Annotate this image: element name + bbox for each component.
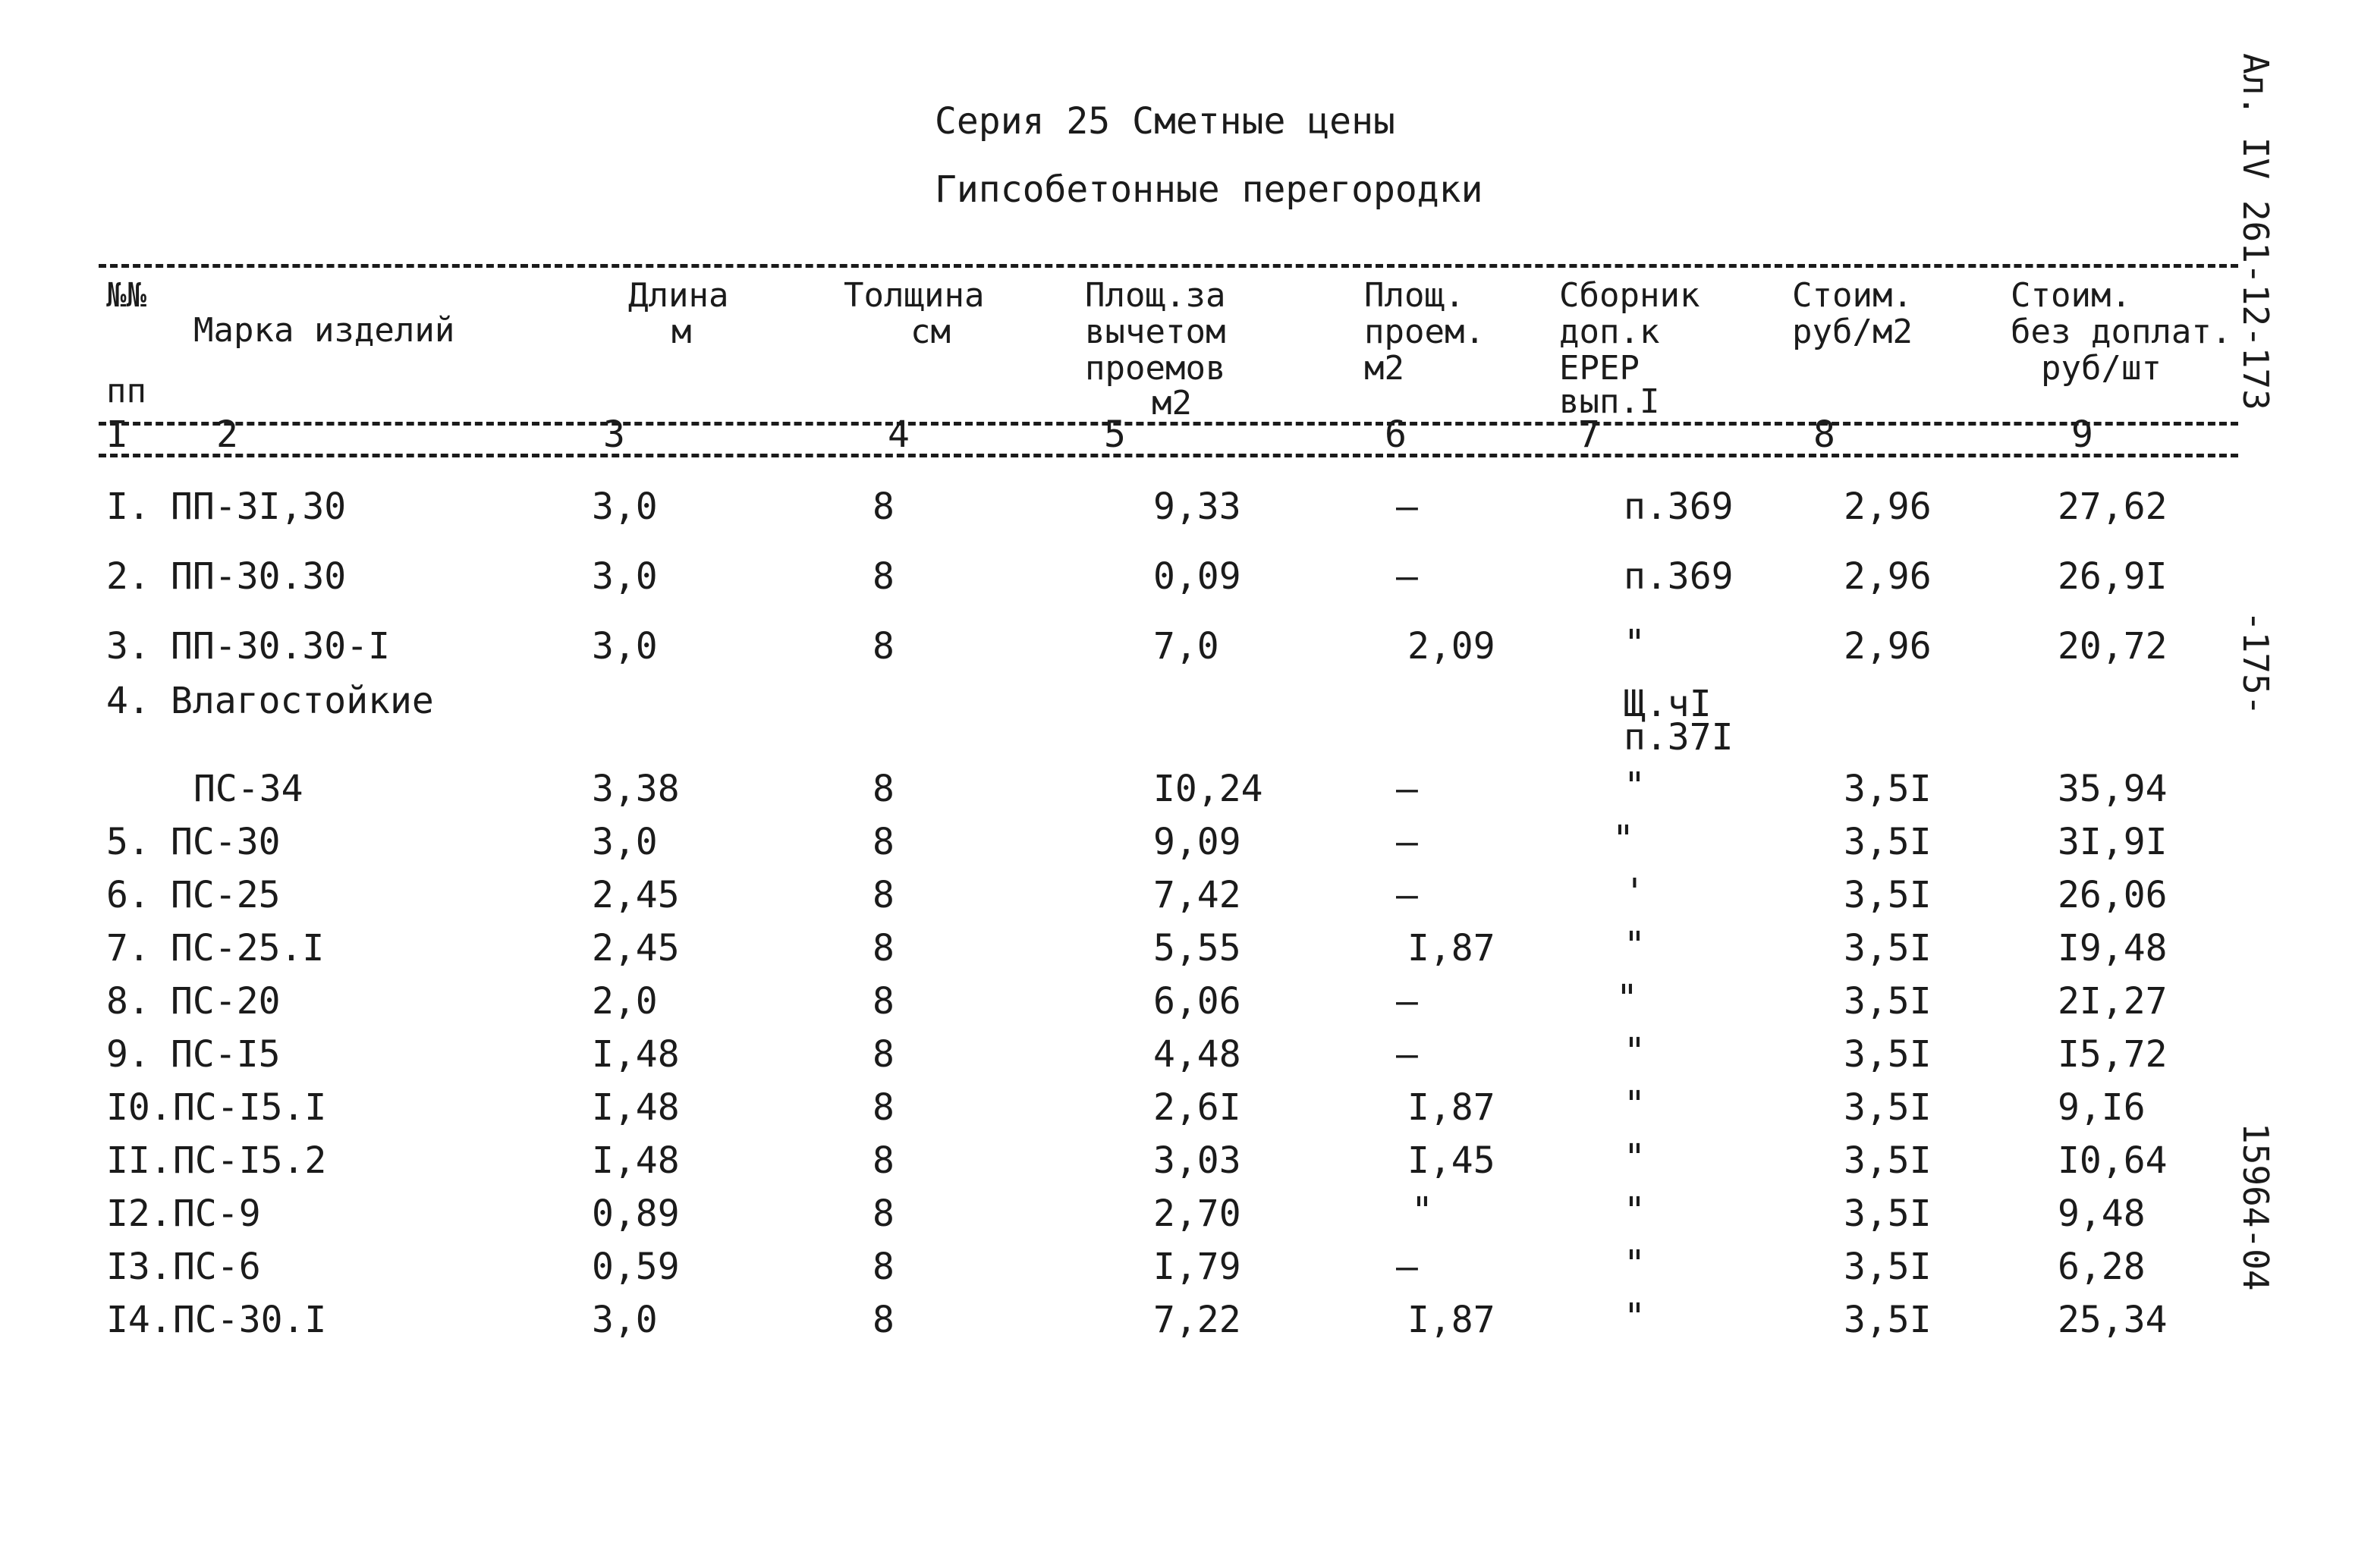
row-number: I4. — [106, 1299, 172, 1341]
opening-value: – — [1396, 768, 1418, 810]
header-cost-1: Стоим. — [1792, 276, 1913, 315]
price-per-unit: 20,72 — [2058, 625, 2168, 668]
column-number: 8 — [1813, 413, 1835, 456]
cost-per-m2: 3,5I — [1844, 1033, 1932, 1076]
collection-ref: п.369 — [1624, 485, 1734, 528]
product-mark: ПП-30.30 — [171, 555, 347, 598]
header-opening-2: проем. — [1364, 313, 1485, 351]
side-archive-annotation: 15964-04 — [2235, 1123, 2276, 1291]
opening-value: " — [1411, 1189, 1433, 1232]
thickness-value: 8 — [873, 625, 895, 668]
cost-per-m2: 3,5I — [1844, 768, 1932, 810]
product-mark: ПС-I5.2 — [173, 1139, 327, 1182]
cost-per-m2: 3,5I — [1844, 1246, 1932, 1288]
header-collection-1: Сборник — [1559, 276, 1700, 315]
row-number: I2. — [106, 1192, 172, 1235]
product-mark: ПС-25.I — [171, 927, 325, 969]
product-mark: Влагостойкие — [171, 680, 434, 722]
row-number: 3. — [106, 625, 150, 668]
collection-ref: " — [1624, 1243, 1646, 1285]
cost-per-m2: 2,96 — [1844, 625, 1932, 668]
price-per-unit: 26,9I — [2058, 555, 2168, 598]
thickness-value: 8 — [873, 1139, 895, 1182]
opening-value: 2,09 — [1407, 625, 1495, 668]
collection-ref: ' — [1624, 871, 1646, 913]
collection-ref: " — [1624, 1083, 1646, 1126]
area-value: 2,70 — [1153, 1192, 1241, 1235]
header-opening-3: м2 — [1364, 349, 1404, 388]
header-mark: Марка изделий — [193, 311, 455, 350]
area-value: 4,48 — [1153, 1033, 1241, 1076]
length-value: 2,45 — [592, 874, 680, 916]
header-num-pp: пп — [106, 372, 146, 410]
length-value: I,48 — [592, 1139, 680, 1182]
header-price-1: Стоим. — [2011, 276, 2131, 315]
row-number: I. — [106, 485, 150, 528]
cost-per-m2: 3,5I — [1844, 927, 1932, 969]
thickness-value: 8 — [873, 1246, 895, 1288]
header-length-2: м — [671, 313, 692, 351]
product-mark: ПС-25 — [171, 874, 281, 916]
collection-ref: " — [1624, 1296, 1646, 1338]
length-value: 3,38 — [592, 768, 680, 810]
header-opening-1: Площ. — [1364, 276, 1465, 315]
header-price-2: без доплат. — [2011, 313, 2232, 351]
thickness-value: 8 — [873, 1192, 895, 1235]
header-collection-4: вып.I — [1559, 382, 1660, 421]
price-per-unit: 25,34 — [2058, 1299, 2168, 1341]
header-length-1: Длина — [628, 276, 729, 315]
header-num: №№ — [106, 276, 146, 315]
side-page-annotation: -175- — [2235, 611, 2276, 716]
row-number: 2. — [106, 555, 150, 598]
column-number: I — [106, 413, 128, 456]
row-number: 7. — [106, 927, 150, 969]
length-value: 3,0 — [592, 625, 658, 668]
area-value: I0,24 — [1153, 768, 1263, 810]
row-number: 4. — [106, 680, 150, 722]
header-collection-3: ЕРЕР — [1559, 349, 1640, 388]
product-mark: ПП-30.30-I — [171, 625, 390, 668]
collection-ref: " — [1624, 1189, 1646, 1232]
opening-value: – — [1396, 980, 1418, 1023]
area-value: 0,09 — [1153, 555, 1241, 598]
area-value: 7,22 — [1153, 1299, 1241, 1341]
header-top-rule — [99, 264, 2238, 268]
opening-value: I,87 — [1407, 1086, 1495, 1129]
product-mark: ПП-3I,30 — [171, 485, 347, 528]
row-number: I3. — [106, 1246, 172, 1288]
length-value: 3,0 — [592, 485, 658, 528]
header-area-4: м2 — [1152, 384, 1192, 423]
length-value: 2,0 — [592, 980, 658, 1023]
area-value: 3,03 — [1153, 1139, 1241, 1182]
thickness-value: 8 — [873, 485, 895, 528]
column-number: 7 — [1578, 413, 1600, 456]
column-number: 9 — [2071, 413, 2093, 456]
price-per-unit: 35,94 — [2058, 768, 2168, 810]
area-value: 5,55 — [1153, 927, 1241, 969]
cost-per-m2: 3,5I — [1844, 1192, 1932, 1235]
area-value: 9,09 — [1153, 821, 1241, 863]
price-per-unit: I5,72 — [2058, 1033, 2168, 1076]
column-number: 6 — [1385, 413, 1407, 456]
collection-ref: " — [1624, 924, 1646, 966]
price-per-unit: 27,62 — [2058, 485, 2168, 528]
price-per-unit: 26,06 — [2058, 874, 2168, 916]
header-thickness-2: см — [910, 313, 951, 351]
row-number: 8. — [106, 980, 150, 1023]
product-mark: ПС-9 — [173, 1192, 261, 1235]
side-code-annotation: Ал. IV 261-12-173 — [2235, 53, 2276, 410]
area-value: 7,0 — [1153, 625, 1219, 668]
column-number: 5 — [1104, 413, 1126, 456]
collection-ref: " — [1624, 1030, 1646, 1073]
collection-ref: п.37I — [1624, 716, 1734, 759]
collection-ref: " — [1624, 622, 1646, 665]
collection-ref: " — [1624, 765, 1646, 807]
opening-value: I,87 — [1407, 927, 1495, 969]
product-mark: ПС-34 — [193, 768, 303, 810]
column-number: 2 — [216, 413, 238, 456]
opening-value: – — [1396, 485, 1418, 528]
cost-per-m2: 3,5I — [1844, 1139, 1932, 1182]
thickness-value: 8 — [873, 1033, 895, 1076]
document-title: Серия 25 Сметные цены — [935, 100, 1395, 143]
opening-value: – — [1396, 555, 1418, 598]
column-number: 4 — [888, 413, 910, 456]
row-number: 6. — [106, 874, 150, 916]
price-per-unit: I0,64 — [2058, 1139, 2168, 1182]
price-per-unit: 3I,9I — [2058, 821, 2168, 863]
thickness-value: 8 — [873, 1086, 895, 1129]
collection-ref: " — [1612, 818, 1634, 860]
opening-value: – — [1396, 821, 1418, 863]
price-per-unit: I9,48 — [2058, 927, 2168, 969]
header-collection-2: доп.к — [1559, 313, 1660, 351]
product-mark: ПС-I5 — [171, 1033, 281, 1076]
column-number-bottom-rule — [99, 454, 2238, 457]
cost-per-m2: 3,5I — [1844, 980, 1932, 1023]
header-area-1: Площ.за — [1085, 276, 1226, 315]
cost-per-m2: 2,96 — [1844, 485, 1932, 528]
area-value: 2,6I — [1153, 1086, 1241, 1129]
product-mark: ПС-30.I — [173, 1299, 327, 1341]
price-per-unit: 9,48 — [2058, 1192, 2146, 1235]
cost-per-m2: 3,5I — [1844, 821, 1932, 863]
collection-ref: " — [1624, 1136, 1646, 1179]
price-per-unit: 9,I6 — [2058, 1086, 2146, 1129]
length-value: 2,45 — [592, 927, 680, 969]
price-per-unit: 2I,27 — [2058, 980, 2168, 1023]
thickness-value: 8 — [873, 927, 895, 969]
header-area-2: вычетом — [1085, 313, 1226, 351]
row-number: II. — [106, 1139, 172, 1182]
opening-value: I,45 — [1407, 1139, 1495, 1182]
document-subtitle: Гипсобетонные перегородки — [935, 168, 1483, 211]
row-number: 9. — [106, 1033, 150, 1076]
length-value: 3,0 — [592, 1299, 658, 1341]
length-value: 3,0 — [592, 821, 658, 863]
collection-ref: " — [1616, 977, 1638, 1020]
cost-per-m2: 2,96 — [1844, 555, 1932, 598]
length-value: I,48 — [592, 1033, 680, 1076]
cost-per-m2: 3,5I — [1844, 1086, 1932, 1129]
area-value: I,79 — [1153, 1246, 1241, 1288]
column-number-top-rule — [99, 422, 2238, 426]
length-value: 3,0 — [592, 555, 658, 598]
price-per-unit: 6,28 — [2058, 1246, 2146, 1288]
header-price-3: руб/шт — [2041, 349, 2162, 388]
collection-ref: Щ.чI — [1624, 683, 1712, 725]
area-value: 6,06 — [1153, 980, 1241, 1023]
header-thickness-1: Толщина — [844, 276, 985, 315]
row-number: I0. — [106, 1086, 172, 1129]
collection-ref: п.369 — [1624, 555, 1734, 598]
product-mark: ПС-20 — [171, 980, 281, 1023]
row-number: 5. — [106, 821, 150, 863]
product-mark: ПС-I5.I — [173, 1086, 327, 1129]
thickness-value: 8 — [873, 1299, 895, 1341]
opening-value: – — [1396, 1246, 1418, 1288]
cost-per-m2: 3,5I — [1844, 874, 1932, 916]
opening-value: – — [1396, 1033, 1418, 1076]
thickness-value: 8 — [873, 768, 895, 810]
area-value: 7,42 — [1153, 874, 1241, 916]
thickness-value: 8 — [873, 555, 895, 598]
thickness-value: 8 — [873, 874, 895, 916]
product-mark: ПС-30 — [171, 821, 281, 863]
opening-value: – — [1396, 874, 1418, 916]
opening-value: I,87 — [1407, 1299, 1495, 1341]
area-value: 9,33 — [1153, 485, 1241, 528]
length-value: 0,89 — [592, 1192, 680, 1235]
column-number: 3 — [603, 413, 625, 456]
header-cost-2: руб/м2 — [1792, 313, 1913, 351]
product-mark: ПС-6 — [173, 1246, 261, 1288]
length-value: I,48 — [592, 1086, 680, 1129]
length-value: 0,59 — [592, 1246, 680, 1288]
thickness-value: 8 — [873, 821, 895, 863]
thickness-value: 8 — [873, 980, 895, 1023]
header-area-3: проемов — [1085, 349, 1226, 388]
cost-per-m2: 3,5I — [1844, 1299, 1932, 1341]
